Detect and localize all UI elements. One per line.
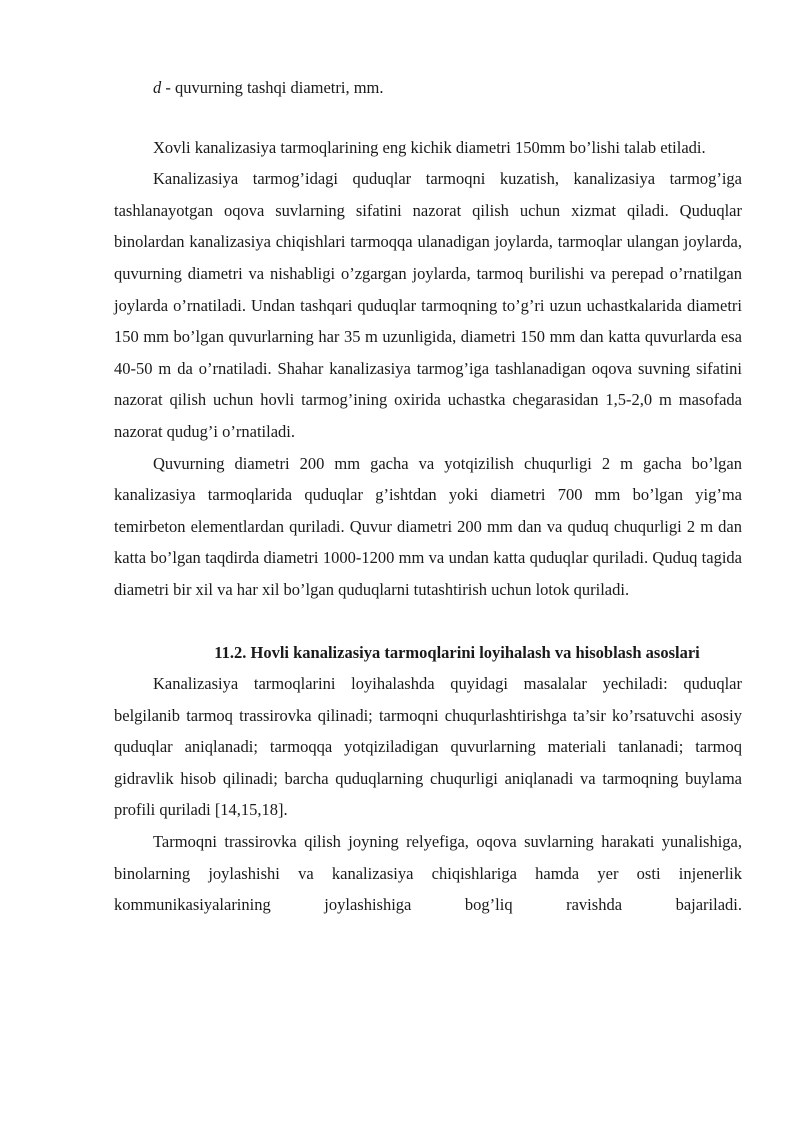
paragraph-min-diameter: Xovli kanalizasiya tarmoqlarining eng kichik diametri 150mm bo’lishi talab etiladi. <box>153 137 706 157</box>
paragraph-wells-construction: Quvurning diametri 200 mm gacha va yotqizilish chuqurligi 2 m gacha bo’lgan kanalizasiya tarmoqlarida quduqlar g’ishtdan yoki diametri 700 mm bo’lgan yig’ma temirbeton elementlardan quriladi. Quvur diametri 200 mm dan va quduq chuqurligi 2 m dan katta bo’lgan taqdirda diametri 1000-1200 mm va undan katta quduqlar quriladi. Quduq tagida diametri bir xil va har xil bo’lgan quduqlarni tutashtirish uchun lotok quriladi. <box>114 453 742 599</box>
spacer <box>114 104 742 132</box>
variable-symbol: d <box>153 78 162 97</box>
paragraph-design-tasks: Kanalizasiya tarmoqlarini loyihalashda quyidagi masalalar yechiladi: quduqlar belgilanib tarmoq trassirovka qilinadi; tarmoqni chuqurlashtirishga ta’sir ko’rsatuvchi asosiy quduqlar aniqlanadi; tarmoqqa yotqiziladigan quvurlarning materiali tanlanadi; tarmoq gidravlik hisob qilinadi; barcha quduqlarning chuqurligi aniqlanadi va tarmoqning buylama profili quriladi [14,15,18]. <box>114 674 742 820</box>
section-heading: 11.2. Hovli kanalizasiya tarmoqlarini loyihalash va hisoblash asoslari <box>214 642 700 662</box>
paragraph-tracing: Tarmoqni trassirovka qilish joyning relyefiga, oqova suvlarning harakati yunalishiga, binolarning joylashishi va kanalizasiya chiqishlariga hamda yer osti injenerlik kommunikasiyalarining joylashishiga bog’liq ravishda bajariladi. <box>114 832 742 915</box>
variable-definition-text: - quvurning tashqi diametri, mm. <box>161 78 384 97</box>
page-content <box>114 72 742 921</box>
spacer <box>114 606 742 637</box>
paragraph-wells-purpose: Kanalizasiya tarmog’idagi quduqlar tarmoqni kuzatish, kanalizasiya tarmog’iga tashlanayotgan oqova suvlarning sifatini nazorat qilish uchun xizmat qiladi. Quduqlar binolardan kanalizasiya chiqishlari tarmoqqa ulanadigan joylarda, tarmoqlar ulangan joylarda, quvurning diametri va nishabligi o’zgargan joylarda, tarmoq burilishi va perepad o’rnatilgan joylarda o’rnatiladi. Undan tashqari quduqlar tarmoqning to’g’ri uzun uchastkalarida diametri 150 mm bo’lgan quvurlarning har 35 m uzunligida, diametri 150 mm dan katta quvurlarda esa 40-50 m da o’rnatiladi. Shahar kanalizasiya tarmog’iga tashlanadigan oqova suvning sifatini nazorat qilish uchun hovli tarmog’ining oxirida uchastka chegarasidan 1,5-2,0 m masofada nazorat qudug’i o’rnatiladi. <box>114 169 742 441</box>
variable-definition <box>114 72 742 104</box>
